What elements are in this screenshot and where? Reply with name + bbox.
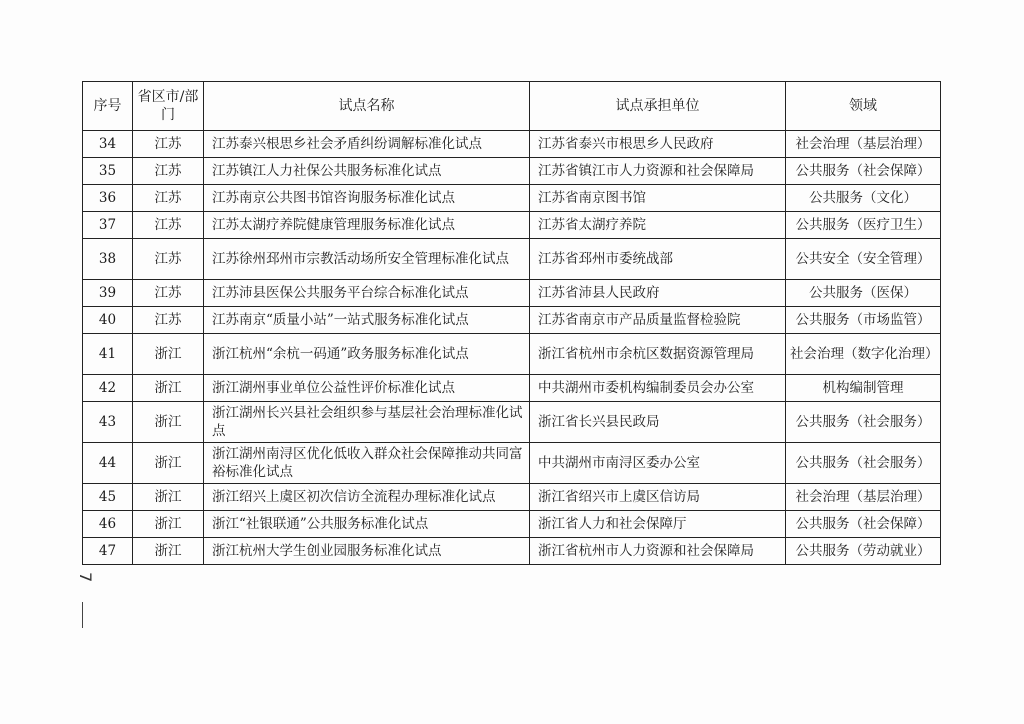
province-cell: 江苏 bbox=[133, 185, 204, 212]
province-cell: 浙江 bbox=[133, 334, 204, 375]
table-row bbox=[83, 212, 941, 239]
serial-cell: 34 bbox=[83, 131, 133, 158]
serial-cell: 39 bbox=[83, 280, 133, 307]
province-cell: 浙江 bbox=[133, 484, 204, 511]
pilot-name-cell: 江苏沛县医保公共服务平台综合标准化试点 bbox=[204, 280, 530, 307]
domain-cell: 公共服务（市场监管） bbox=[786, 307, 941, 334]
province-cell: 江苏 bbox=[133, 239, 204, 280]
serial-cell: 47 bbox=[83, 538, 133, 565]
serial-cell: 41 bbox=[83, 334, 133, 375]
organization-cell: 浙江省人力和社会保障厅 bbox=[530, 511, 786, 538]
organization-cell: 浙江省长兴县民政局 bbox=[530, 402, 786, 443]
province-cell: 浙江 bbox=[133, 402, 204, 443]
table-header-row bbox=[83, 82, 941, 131]
organization-cell: 江苏省镇江市人力资源和社会保障局 bbox=[530, 158, 786, 185]
header-pilot-name: 试点名称 bbox=[204, 82, 530, 131]
pilot-name-cell: 江苏镇江人力社保公共服务标准化试点 bbox=[204, 158, 530, 185]
domain-cell: 社会治理（数字化治理） bbox=[786, 334, 941, 375]
organization-cell: 江苏省南京市产品质量监督检验院 bbox=[530, 307, 786, 334]
domain-cell: 公共服务（社会保障） bbox=[786, 511, 941, 538]
table-row bbox=[83, 185, 941, 212]
pilot-name-cell: 江苏南京公共图书馆咨询服务标准化试点 bbox=[204, 185, 530, 212]
table-row bbox=[83, 402, 941, 443]
province-cell: 浙江 bbox=[133, 375, 204, 402]
domain-cell: 机构编制管理 bbox=[786, 375, 941, 402]
organization-cell: 浙江省杭州市人力资源和社会保障局 bbox=[530, 538, 786, 565]
organization-cell: 江苏省邳州市委统战部 bbox=[530, 239, 786, 280]
province-cell: 江苏 bbox=[133, 280, 204, 307]
page-number-mark: 7 bbox=[76, 572, 95, 583]
domain-cell: 公共服务（劳动就业） bbox=[786, 538, 941, 565]
serial-cell: 38 bbox=[83, 239, 133, 280]
pilot-name-cell: 浙江湖州长兴县社会组织参与基层社会治理标准化试点 bbox=[204, 402, 530, 443]
table-row bbox=[83, 511, 941, 538]
organization-cell: 浙江省绍兴市上虞区信访局 bbox=[530, 484, 786, 511]
province-cell: 浙江 bbox=[133, 511, 204, 538]
domain-cell: 社会治理（基层治理） bbox=[786, 131, 941, 158]
pilot-name-cell: 江苏太湖疗养院健康管理服务标准化试点 bbox=[204, 212, 530, 239]
pilot-table bbox=[82, 81, 941, 565]
province-cell: 江苏 bbox=[133, 158, 204, 185]
serial-cell: 37 bbox=[83, 212, 133, 239]
organization-cell: 江苏省泰兴市根思乡人民政府 bbox=[530, 131, 786, 158]
domain-cell: 公共安全（安全管理） bbox=[786, 239, 941, 280]
pilot-name-cell: 浙江绍兴上虞区初次信访全流程办理标准化试点 bbox=[204, 484, 530, 511]
table-row bbox=[83, 131, 941, 158]
serial-cell: 35 bbox=[83, 158, 133, 185]
pilot-name-cell: 浙江湖州事业单位公益性评价标准化试点 bbox=[204, 375, 530, 402]
organization-cell: 江苏省沛县人民政府 bbox=[530, 280, 786, 307]
province-cell: 江苏 bbox=[133, 131, 204, 158]
table-row bbox=[83, 307, 941, 334]
table-row bbox=[83, 239, 941, 280]
organization-cell: 中共湖州市委机构编制委员会办公室 bbox=[530, 375, 786, 402]
margin-rule bbox=[82, 602, 83, 628]
table-body bbox=[83, 131, 941, 565]
domain-cell: 公共服务（医疗卫生） bbox=[786, 212, 941, 239]
table-row bbox=[83, 334, 941, 375]
organization-cell: 浙江省杭州市余杭区数据资源管理局 bbox=[530, 334, 786, 375]
pilot-name-cell: 浙江杭州大学生创业园服务标准化试点 bbox=[204, 538, 530, 565]
table-row bbox=[83, 484, 941, 511]
header-domain: 领域 bbox=[786, 82, 941, 131]
serial-cell: 42 bbox=[83, 375, 133, 402]
province-cell: 浙江 bbox=[133, 538, 204, 565]
pilot-name-cell: 江苏泰兴根思乡社会矛盾纠纷调解标准化试点 bbox=[204, 131, 530, 158]
pilot-name-cell: 浙江杭州“余杭一码通”政务服务标准化试点 bbox=[204, 334, 530, 375]
province-cell: 江苏 bbox=[133, 212, 204, 239]
province-cell: 浙江 bbox=[133, 443, 204, 484]
header-serial: 序号 bbox=[83, 82, 133, 131]
domain-cell: 公共服务（医保） bbox=[786, 280, 941, 307]
pilot-name-cell: 江苏徐州邳州市宗教活动场所安全管理标准化试点 bbox=[204, 239, 530, 280]
serial-cell: 45 bbox=[83, 484, 133, 511]
organization-cell: 江苏省太湖疗养院 bbox=[530, 212, 786, 239]
serial-cell: 36 bbox=[83, 185, 133, 212]
serial-cell: 43 bbox=[83, 402, 133, 443]
domain-cell: 社会治理（基层治理） bbox=[786, 484, 941, 511]
pilot-name-cell: 浙江湖州南浔区优化低收入群众社会保障推动共同富裕标准化试点 bbox=[204, 443, 530, 484]
header-province: 省区市/部门 bbox=[133, 82, 204, 131]
table-row bbox=[83, 538, 941, 565]
table-row bbox=[83, 158, 941, 185]
organization-cell: 江苏省南京图书馆 bbox=[530, 185, 786, 212]
pilot-name-cell: 江苏南京“质量小站”一站式服务标准化试点 bbox=[204, 307, 530, 334]
table-row bbox=[83, 443, 941, 484]
domain-cell: 公共服务（社会服务） bbox=[786, 443, 941, 484]
serial-cell: 40 bbox=[83, 307, 133, 334]
pilot-name-cell: 浙江“社银联通”公共服务标准化试点 bbox=[204, 511, 530, 538]
organization-cell: 中共湖州市南浔区委办公室 bbox=[530, 443, 786, 484]
serial-cell: 46 bbox=[83, 511, 133, 538]
header-organization: 试点承担单位 bbox=[530, 82, 786, 131]
table-row bbox=[83, 375, 941, 402]
table-row bbox=[83, 280, 941, 307]
province-cell: 江苏 bbox=[133, 307, 204, 334]
domain-cell: 公共服务（文化） bbox=[786, 185, 941, 212]
domain-cell: 公共服务（社会服务） bbox=[786, 402, 941, 443]
domain-cell: 公共服务（社会保障） bbox=[786, 158, 941, 185]
serial-cell: 44 bbox=[83, 443, 133, 484]
